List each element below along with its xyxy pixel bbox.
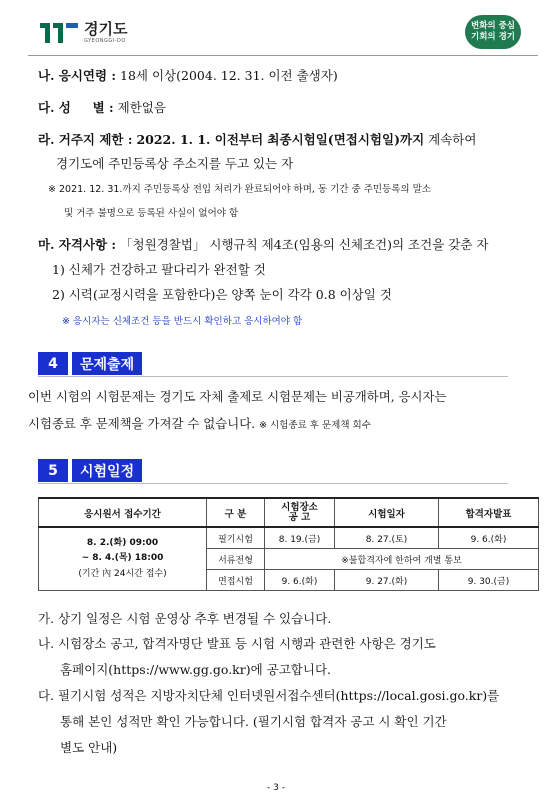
row1-date: 8. 27.(토) (335, 527, 439, 549)
section-4-note: ※ 시험종료 후 문제책 회수 (259, 420, 371, 431)
schedule-table (38, 497, 539, 591)
note-da-2: 통해 본인 성적만 확인 가능합니다. (필기시험 합격자 공고 시 확인 기간 (60, 714, 447, 729)
logo-text-kr: 경기도 (84, 20, 128, 38)
note-da-1: 다. 필기시험 성적은 지방자치단체 인터넷원서접수센터(https://local.gosi.go.kr)를 (38, 688, 500, 703)
residence-label: 라. 거주지 제한 : (38, 132, 133, 147)
header-period: 응시원서 접수기간 (39, 498, 207, 527)
slogan-line1: 변화의 중심 (470, 21, 515, 32)
section-4-line1: 이번 시험의 시험문제는 경기도 자체 출제로 시험문제는 비공개하며, 응시자는 (28, 389, 447, 404)
residence-note1: ※ 2021. 12. 31.까지 주민등록상 전입 처리가 완료되어야 하며, 동 기간 중 주민등록의 말소 (48, 184, 431, 195)
logo-mark-icon (40, 23, 78, 43)
residence-note2: 및 거주 불명으로 등록된 사실이 없어야 함 (64, 208, 239, 219)
condition-item-2: 2) 시력(교정시력을 포함한다)은 양쪽 눈이 각각 0.8 이상일 것 (52, 287, 392, 302)
header-date: 시험일자 (335, 498, 439, 527)
age-row (38, 66, 338, 84)
condition-item-1: 1) 신체가 건강하고 팔다리가 완전할 것 (52, 262, 266, 277)
sex-row (38, 98, 166, 116)
row2-merged: ※불합격자에 한하여 개별 통보 (265, 549, 539, 570)
sex-value: 제한없음 (117, 100, 166, 115)
row3-date: 9. 27.(화) (335, 570, 439, 591)
row3-type: 면접시험 (207, 570, 265, 591)
gyeonggi-logo (40, 20, 127, 46)
section-5-title: 시험일정 (72, 459, 142, 482)
note-na-2: 홈페이지(https://www.gg.go.kr)에 공고합니다. (60, 662, 331, 677)
slogan-badge (465, 15, 521, 49)
residence-line2: 경기도에 주민등록상 주소지를 두고 있는 자 (56, 156, 294, 171)
page-number: - 3 - (267, 783, 285, 793)
note-ga: 가. 상기 일정은 시험 운영상 추후 변경될 수 있습니다. (38, 611, 332, 626)
section-4-heading (38, 352, 142, 375)
residence-bold: 2022. 1. 1. 이전부터 최종시험일(면접시험일)까지 (136, 132, 425, 147)
header-divider (28, 55, 538, 56)
condition-label: 마. 자격사항 : (38, 237, 117, 252)
period-line2: ~ 8. 4.(목) 18:00 (81, 553, 164, 564)
condition-value: 「청원경찰법」 시행규칙 제4조(임용의 신체조건)의 조건을 갖춘 자 (120, 237, 489, 252)
section-4-number: 4 (38, 352, 68, 375)
row1-type: 필기시험 (207, 527, 265, 549)
age-value: 18세 이상(2004. 12. 31. 이전 출생자) (120, 68, 338, 83)
row1-result: 9. 6.(화) (439, 527, 539, 549)
table-row (39, 527, 539, 549)
row3-result: 9. 30.(금) (439, 570, 539, 591)
sex-label: 다. 성 별 : (38, 100, 114, 115)
header-result: 합격자발표 (439, 498, 539, 527)
row3-place: 9. 6.(화) (265, 570, 335, 591)
row1-place: 8. 19.(금) (265, 527, 335, 549)
residence-tail: 계속하여 (428, 132, 477, 147)
note-na-1: 나. 시험장소 공고, 합격자명단 발표 등 시험 시행과 관련한 사항은 경기도 (38, 636, 436, 651)
section-4-title: 문제출제 (72, 352, 142, 375)
period-cell (39, 527, 207, 591)
period-line3: (기간 內 24시간 접수) (78, 568, 167, 579)
row2-type: 서류전형 (207, 549, 265, 570)
table-header-row (39, 498, 539, 527)
section-4-rule (38, 376, 508, 377)
header-type: 구 분 (207, 498, 265, 527)
slogan-line2: 기회의 경기 (470, 32, 515, 42)
condition-row (38, 235, 488, 253)
header-place: 시험장소 공 고 (265, 498, 335, 527)
section-4-line2-row (28, 414, 371, 432)
age-label: 나. 응시연령 : (38, 68, 117, 83)
note-da-3: 별도 안내) (60, 740, 118, 755)
residence-row (38, 130, 476, 148)
section-5-number: 5 (38, 459, 68, 482)
section-4-line2: 시험종료 후 문제책을 가져갈 수 없습니다. (28, 416, 256, 431)
section-5-rule (38, 483, 508, 484)
condition-note: ※ 응시자는 신체조건 등을 반드시 확인하고 응시하여야 함 (62, 316, 303, 327)
section-5-heading (38, 459, 142, 482)
period-line1: 8. 2.(화) 09:00 (86, 538, 159, 549)
logo-text-en: GYEONGGI-DO (84, 38, 126, 44)
